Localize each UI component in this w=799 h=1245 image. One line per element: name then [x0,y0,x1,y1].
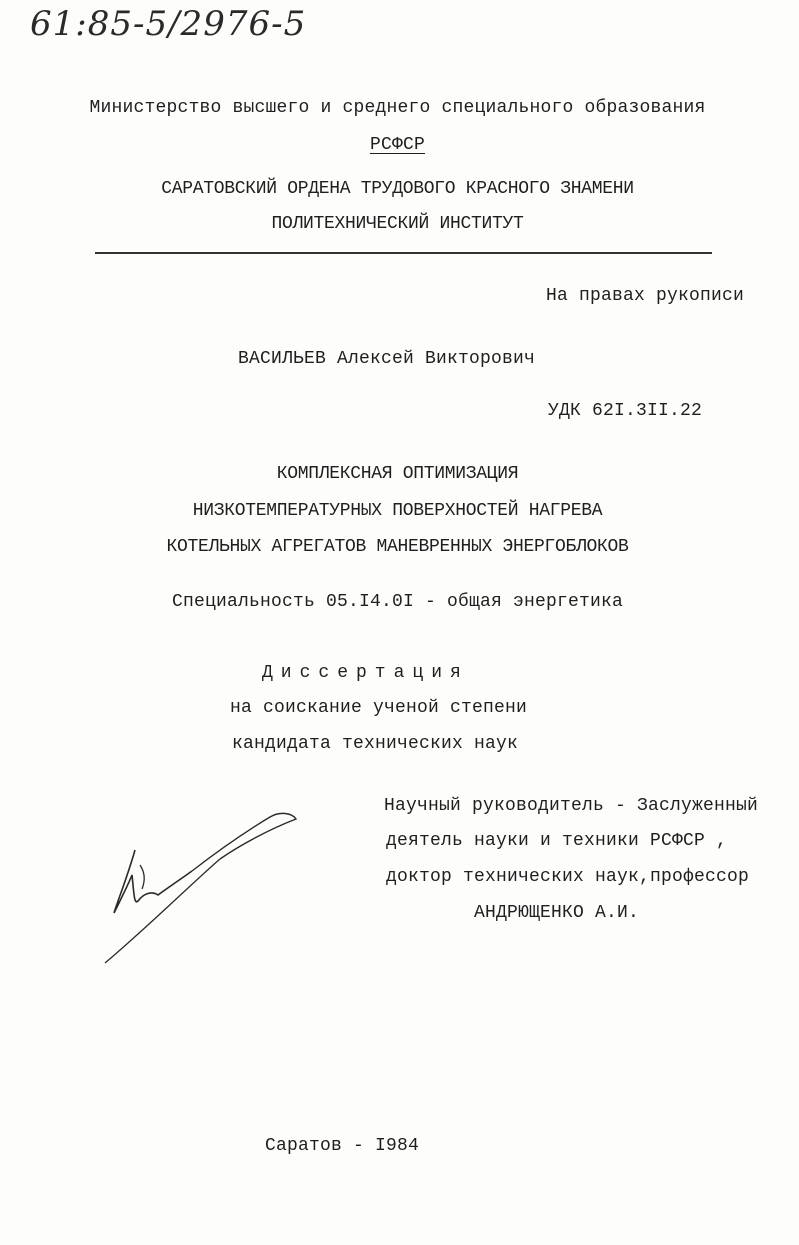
supervisor-line-3: доктор технических наук,профессор [386,867,750,887]
supervisor-line-2: деятель науки и техники РСФСР , [386,831,728,851]
title-line-3: КОТЕЛЬНЫХ АГРЕГАТОВ МАНЕВРЕННЫХ ЭНЕРГОБЛОКОВ [166,537,629,557]
degree-line-2: кандидата технических наук [232,734,519,754]
specialty: Специальность 05.I4.0I - общая энергетика [171,592,624,612]
supervisor-line-1: Научный руководитель - Заслуженный [384,796,759,816]
title-line-1: КОМПЛЕКСНАЯ ОПТИМИЗАЦИЯ [276,464,519,484]
work-type: Диссертация [262,663,469,683]
manuscript-rights: На правах рукописи [546,286,745,306]
institute-line-1: САРАТОВСКИЙ ОРДЕНА ТРУДОВОГО КРАСНОГО ЗНАМЕНИ [161,179,634,199]
supervisor-name: АНДРЮЩЕНКО А.И. [474,903,640,923]
place-year: Саратов - I984 [265,1136,420,1156]
udk-code: УДК 62I.3II.22 [548,401,703,421]
signature [100,805,310,970]
degree-line-1: на соискание ученой степени [230,698,528,718]
header-divider [95,252,712,254]
ministry-country: РСФСР [369,135,425,155]
archive-number: 61:85-5/2976-5 [30,4,307,44]
ministry-line: Министерство высшего и среднего специального образования [89,98,706,118]
author-name: ВАСИЛЬЕВ Алексей Викторович [238,349,536,369]
title-line-2: НИЗКОТЕМПЕРАТУРНЫХ ПОВЕРХНОСТЕЙ НАГРЕВА [192,501,603,521]
institute-line-2: ПОЛИТЕХНИЧЕСКИЙ ИНСТИТУТ [271,214,524,234]
